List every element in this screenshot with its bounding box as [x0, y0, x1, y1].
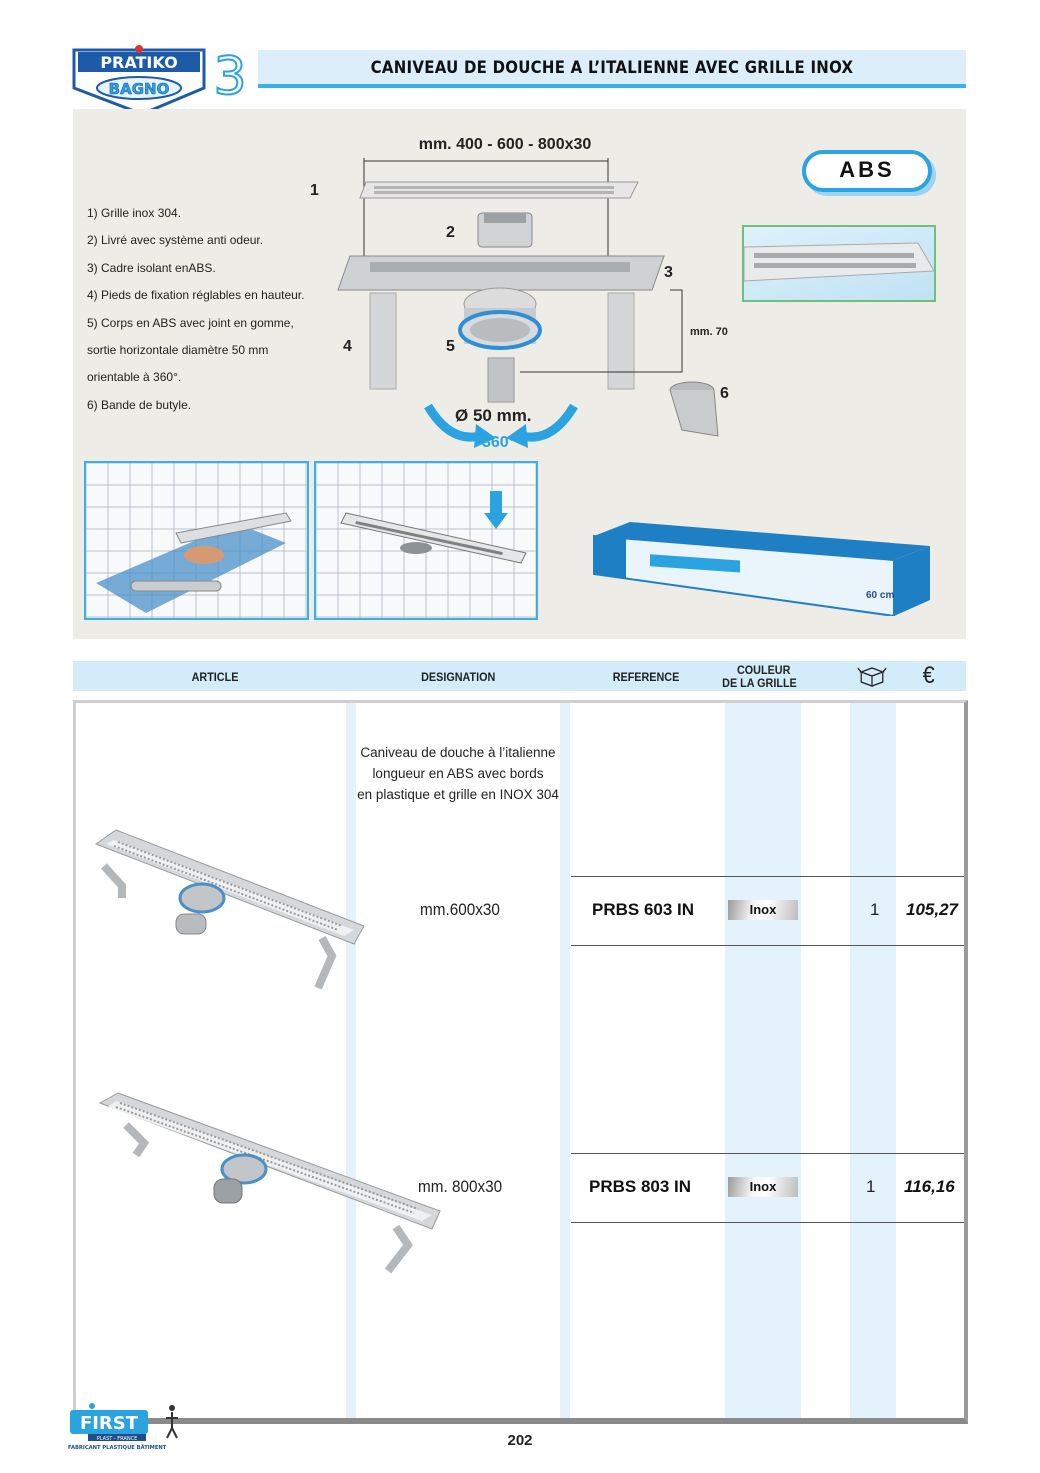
header-article: ARTICLE	[191, 670, 239, 684]
logo-text-bagno: BAGNO	[108, 80, 170, 98]
drain-exploded-diagram	[330, 158, 730, 448]
feature-item: sortie horizontale diamètre 50 mm	[87, 342, 269, 357]
pratiko-bagno-logo	[72, 44, 262, 118]
title-bar	[258, 50, 966, 88]
callout-2: 2	[446, 224, 455, 241]
dimension-label: mm. 400 - 600 - 800x30	[418, 136, 592, 153]
euro-icon: €	[922, 662, 935, 689]
row-2-price: 116,16	[904, 1177, 955, 1196]
description-line: longueur en ABS avec bords	[372, 766, 544, 781]
row-separator	[571, 1153, 964, 1154]
product-description	[355, 742, 561, 805]
grille-closeup-image	[742, 225, 936, 302]
installation-photo-2	[314, 461, 538, 620]
feature-item: 3) Cadre isolant enABS.	[87, 260, 216, 275]
callout-3: 3	[664, 264, 673, 281]
header-reference: REFERENCE	[612, 670, 680, 684]
first-plast-logo	[68, 1400, 183, 1450]
row-1-qty: 1	[870, 900, 880, 919]
callout-6: 6	[720, 385, 729, 402]
installation-photo-1	[84, 461, 309, 620]
column-divider	[346, 703, 356, 1418]
row-2-color-swatch: Inox	[728, 1177, 798, 1197]
feature-item: 1) Grille inox 304.	[87, 206, 182, 220]
feature-item: orientable à 360°.	[87, 370, 182, 385]
header-couleur: COULEUR	[736, 663, 791, 677]
logo-number: 3	[213, 47, 247, 107]
feature-item: 4) Pieds de fixation réglables en hauteur.	[87, 288, 305, 303]
row-2-qty: 1	[866, 1177, 876, 1196]
feature-item: 6) Bande de butyle.	[87, 397, 192, 412]
abs-badge: ABS	[802, 150, 932, 192]
row-separator	[571, 945, 964, 946]
page-title: CANIVEAU DE DOUCHE A L’ITALIENNE AVEC GRILLE INOX	[370, 58, 854, 78]
description-line: Caniveau de douche à l’italienne	[360, 745, 556, 760]
row-1-color-swatch: Inox	[728, 900, 798, 920]
column-divider	[560, 703, 570, 1418]
page-number: 202	[507, 1432, 533, 1449]
diameter-label: Ø 50 mm.	[455, 406, 532, 425]
product-table	[73, 700, 968, 1424]
description-line: en plastique et grille en INOX 304	[357, 787, 559, 802]
row-separator	[571, 1222, 964, 1223]
logo-text-pratiko: PRATIKO	[100, 53, 178, 72]
feature-item: 5) Corps en ABS avec joint en gomme,	[87, 315, 294, 330]
callout-4: 4	[343, 338, 352, 355]
packaging-box-image	[590, 516, 936, 616]
height-label: mm. 70	[690, 326, 728, 338]
color-column-stripe	[725, 703, 801, 1418]
row-separator	[571, 876, 964, 877]
row-1-size: mm.600x30	[420, 900, 500, 919]
row-1-reference: PRBS 603 IN	[592, 900, 695, 919]
box-icon	[858, 664, 887, 691]
rotation-label: 360°	[482, 434, 516, 451]
row-2-reference: PRBS 803 IN	[589, 1177, 692, 1196]
callout-1: 1	[310, 182, 319, 199]
table-header	[73, 661, 966, 691]
first-brand-text: FIRST	[79, 1413, 139, 1434]
product-image-600	[92, 826, 374, 996]
first-brand-tagline: FABRICANT PLASTIQUE BÂTIMENT	[68, 1445, 167, 1450]
header-couleur-grille: DE LA GRILLE	[722, 676, 797, 690]
feature-item: 2) Livré avec système anti odeur.	[87, 233, 264, 248]
first-brand-sub: PLAST - FRANCE	[96, 1436, 138, 1442]
callout-5: 5	[446, 338, 455, 355]
qty-column-stripe	[850, 703, 896, 1418]
product-image-800	[96, 1091, 446, 1279]
feature-list	[87, 204, 327, 423]
box-length-label: 60 cm	[866, 590, 895, 601]
row-2-size: mm. 800x30	[418, 1177, 503, 1196]
row-1-price: 105,27	[906, 900, 958, 919]
header-designation: DESIGNATION	[421, 670, 496, 684]
